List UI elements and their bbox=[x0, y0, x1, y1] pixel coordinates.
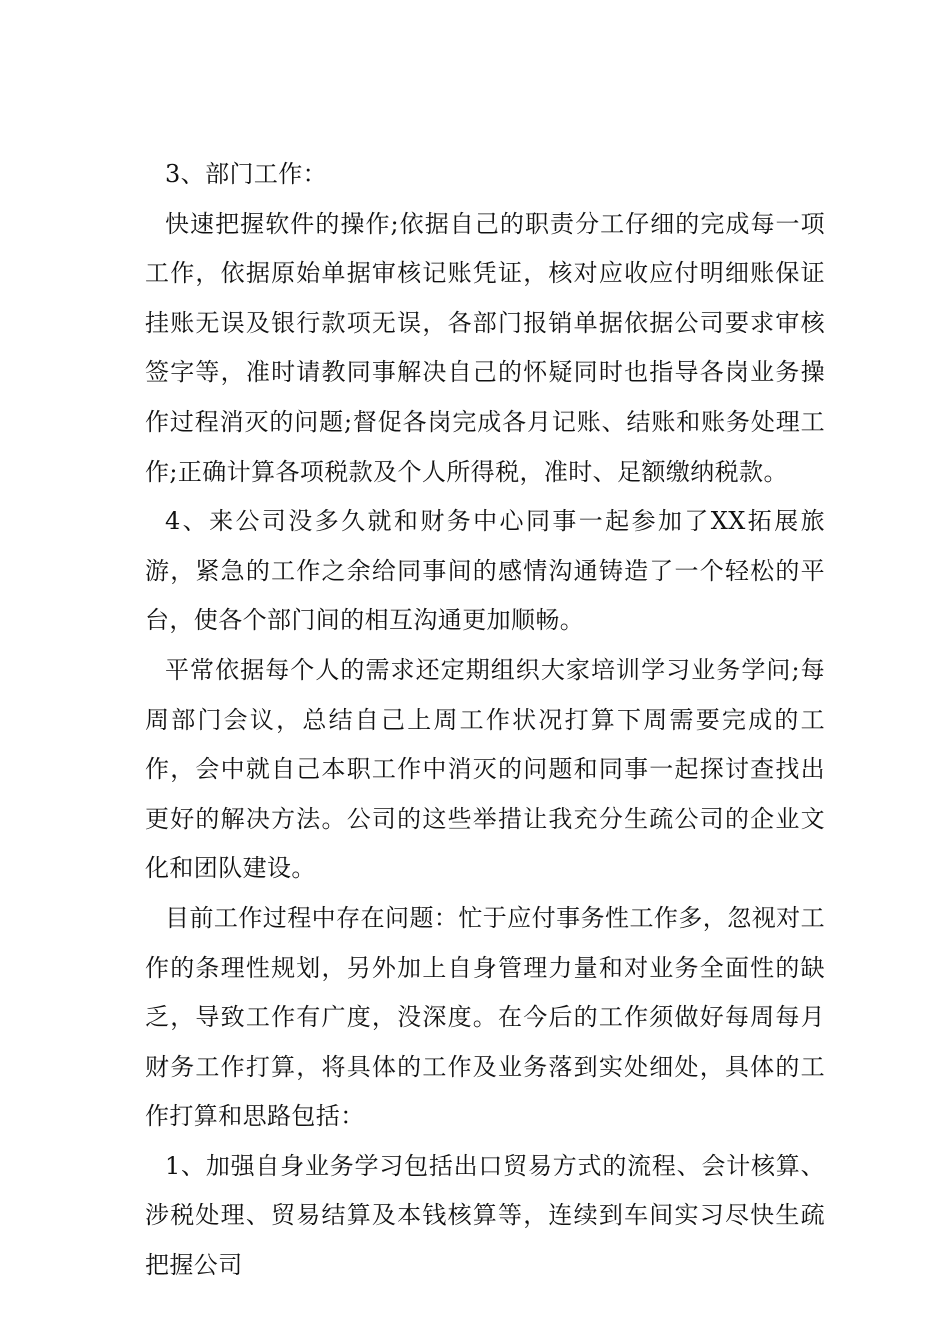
paragraph-team-outing: 4、来公司没多久就和财务中心同事一起参加了XX拓展旅游，紧急的工作之余给同事间的感情沟通铸造了一个轻松的平台，使各个部门间的相互沟通更加顺畅。 bbox=[145, 507, 825, 635]
paragraph-current-problems: 目前工作过程中存在问题：忙于应付事务性工作多，忽视对工作的条理性规划，另外加上自身管理力量和对业务全面性的缺乏，导致工作有广度，没深度。在今后的工作须做好每周每月财务工作打算，将具体的工作及业务落到实处细处，具体的工作打算和思路包括： bbox=[145, 903, 825, 1131]
paragraph-plan-item-1: 1、加强自身业务学习包括出口贸易方式的流程、会计核算、涉税处理、贸易结算及本钱核算等，连续到车间实习尽快生疏把握公司 bbox=[145, 1151, 825, 1280]
paragraph-job-duties: 快速把握软件的操作;依据自己的职责分工仔细的完成每一项工作，依据原始单据审核记账凭证，核对应收应付明细账保证挂账无误及银行款项无误，各部门报销单据依据公司要求审核签字等，准时请教同事解决自己的怀疑同时也指导各岗业务操作过程消灭的问题;督促各岗完成各月记账、结账和账务处理工作;正确计算各项税款及个人所得税，准时、足额缴纳税款。 bbox=[145, 209, 825, 486]
section-heading-department-work: 3、部门工作： bbox=[165, 160, 328, 188]
document-body bbox=[145, 150, 825, 1291]
paragraph-training-meetings: 平常依据每个人的需求还定期组织大家培训学习业务学问;每周部门会议，总结自己上周工作状况打算下周需要完成的工作，会中就自己本职工作中消灭的问题和同事一起探讨查找出更好的解决方法。公司的这些举措让我充分生疏公司的企业文化和团队建设。 bbox=[145, 655, 825, 883]
